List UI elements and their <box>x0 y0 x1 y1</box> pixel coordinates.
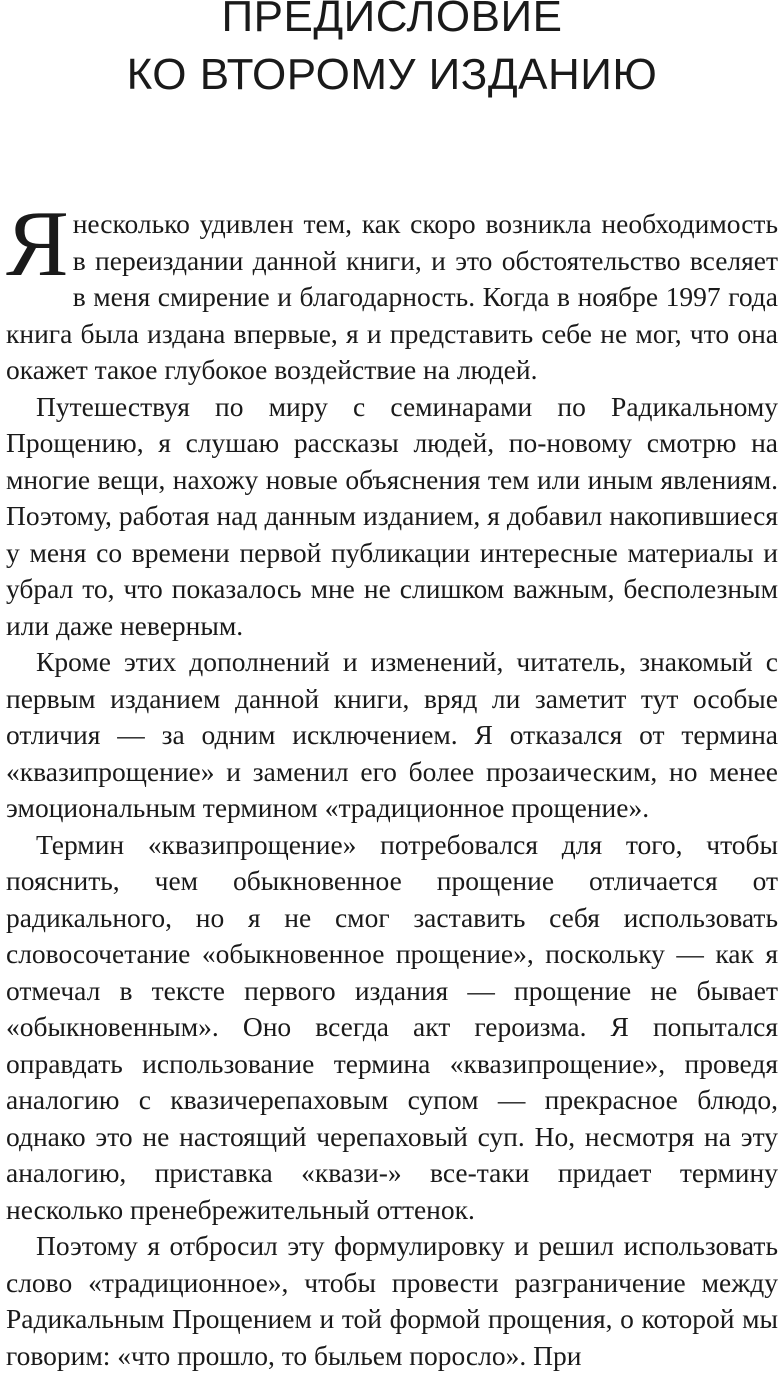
drop-cap: Я <box>6 192 69 296</box>
chapter-heading-line-1: ПРЕДИСЛОВИЕ <box>221 0 563 41</box>
paragraph-5: Поэтому я отбросил эту формулировку и решил использовать слово «традиционное», чтобы провести разграничение между Радикальным Прощением и той формой прощения, о которой мы говорим: «что прошло, то быльем поросло». При <box>6 1230 778 1371</box>
paragraph-4: Термин «квазипрощение» потребовался для того, чтобы пояснить, чем обыкновенное прощение отличается от радикального, но я не смог заставить себя использовать словосочетание «обыкновенное прощение», поскольку — как я отмечал в тексте первого издания — прощение не бывает «обыкновенным». Оно всегда акт героизма. Я попытался оправдать использование термина «квазипрощение», проведя аналогию с квазичерепаховым супом — прекрасное блюдо, однако это не настоящий черепаховый суп. Но, несмотря на эту аналогию, приставка «квази-» все-таки придает термину несколько пренебрежительный оттенок. <box>6 828 778 1225</box>
chapter-heading-line-2: КО ВТОРОМУ ИЗДАНИЮ <box>126 50 658 99</box>
paragraph-1-text: несколько удивлен тем, как скоро возникла необходимость в переиздании данной книги, и это обстоятельство вселяет в меня смирение и благодарность. Когда в ноябре 1997 года книга была издана впервые, я и представить себе не мог, что она окажет такое глубокое воздействие на людей. <box>6 208 778 385</box>
paragraph-3: Кроме этих дополнений и изменений, читатель, знакомый с первым изданием данной книги, вряд ли заметит тут особые отличия — за одним исключением. Я отказался от термина «квазипрощение» и заменил его более прозаическим, но менее эмоциональным термином «традиционное прощение». <box>6 646 778 823</box>
chapter-heading <box>0 0 784 104</box>
body-text <box>6 192 778 1374</box>
paragraph-2: Путешествуя по миру с семинарами по Радикальному Прощению, я слушаю рассказы людей, по-новому смотрю на многие вещи, нахожу новые объяснения тем или иным явлениям. Поэтому, работая над данным изданием, я добавил накопившиеся у меня со времени первой публикации интересные материалы и убрал то, что показалось мне не слишком важным, бесполезным или даже неверным. <box>6 390 778 641</box>
paragraph-1 <box>6 192 778 389</box>
